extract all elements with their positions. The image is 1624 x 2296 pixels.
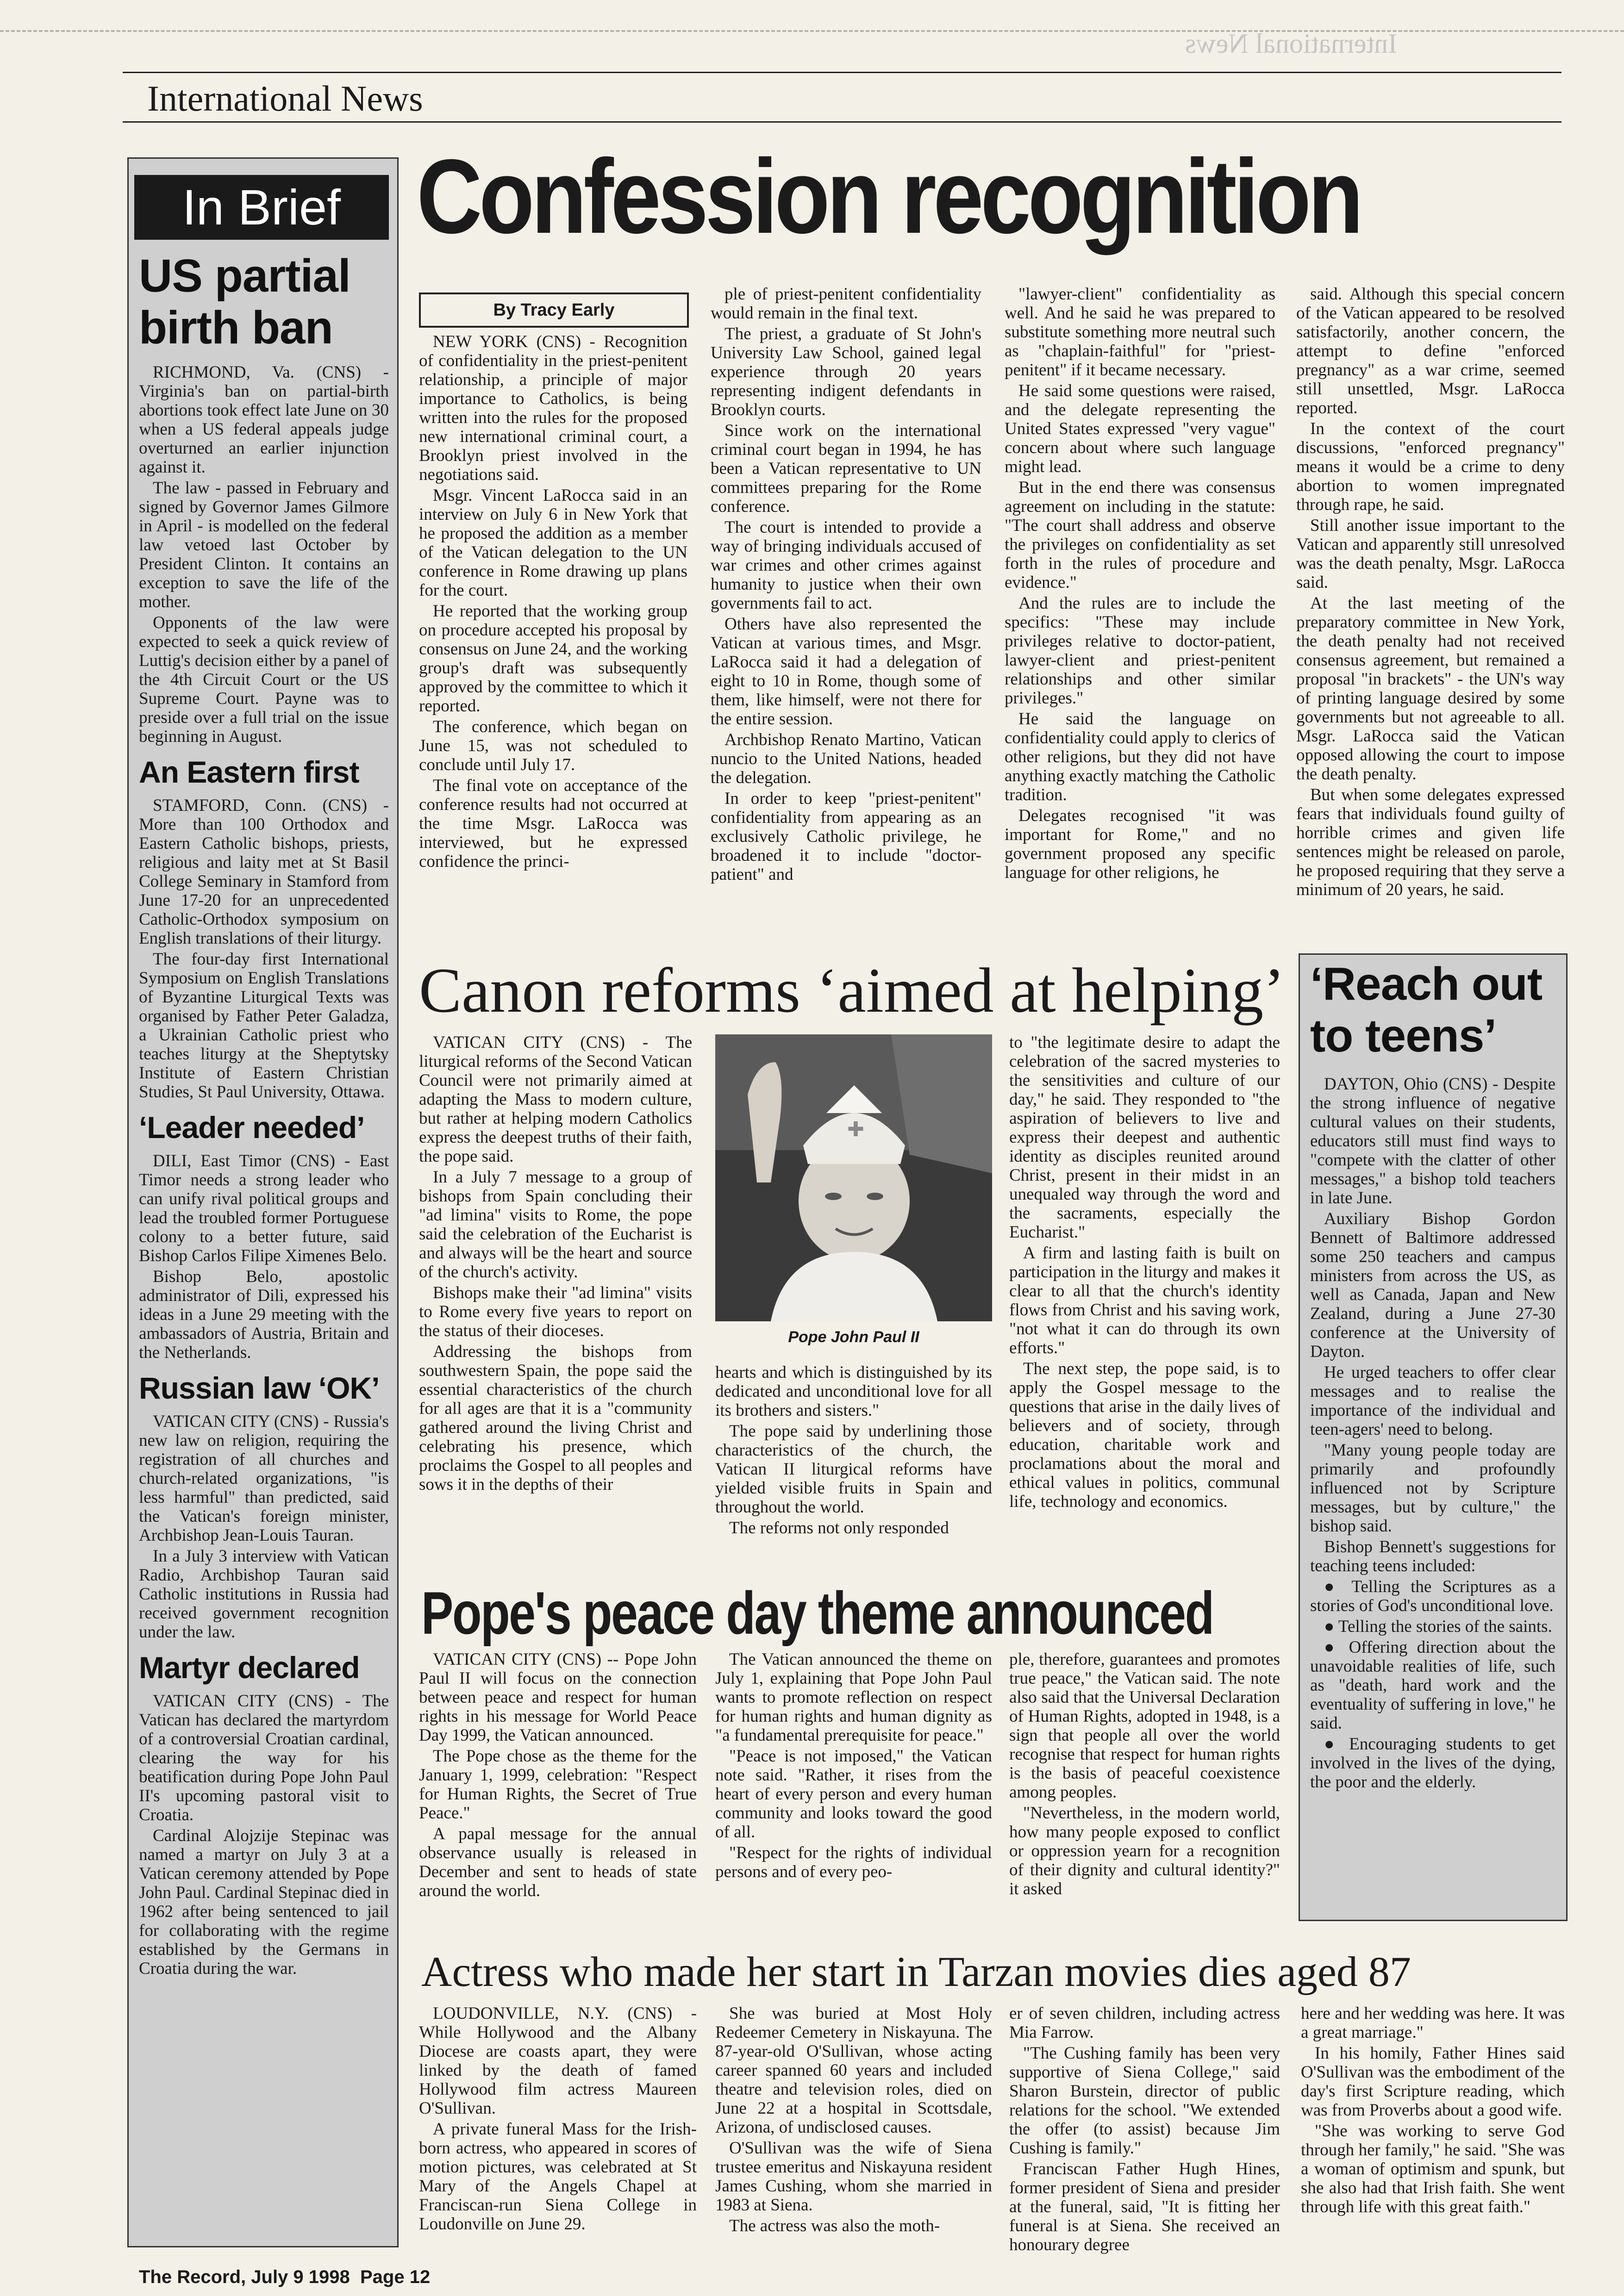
article-paragraph: The actress was also the moth- [729,2216,940,2235]
brief-item [139,1370,389,1642]
article-paragraph: He reported that the working group on procedure accepted his proposal by consensus on June 24, and the working group's draft was subsequently approved by the committee to which it reported. [419,602,687,716]
article-paragraph: ple, therefore, guarantees and promotes true peace," the Vatican said. The note also said that the Universal Declaration of Human Rights, adopted in 1948, is a sign that people all over the world recognise that respect for human rights is the basis of peaceful coexistence among peoples. [1009,1650,1280,1802]
article-paragraph: "The Cushing family has been very supportive of Siena College," said Sharon Burstein, director of public relations for the school. "We extended the offer (to assist) because Jim Cushing is family." [1009,2044,1280,2158]
article-paragraph: In order to keep "priest-penitent" confidentiality from appearing as an exclusively Catholic privilege, he broadened it to include "doctor-patient" and [711,789,981,884]
brief-item [139,1110,389,1362]
canon-col-2 [715,1363,992,1574]
article-paragraph: ple of priest-penitent confidentiality would remain in the final text. [711,285,981,323]
brief-paragraph: Cardinal Alojzije Stepinac was named a martyr on July 3 at a Vatican ceremony attended by Pope John Paul. Cardinal Stepinac died in 1962 after being sentenced to jail for collaborating with the regime established by the Germans in Croatia during the war. [139,1826,389,1978]
actress-col-4 [1301,2004,1565,2254]
bleed-through-header: International News [1185,28,1398,59]
article-paragraph: The Vatican announced the theme on July 1, explaining that Pope John Paul wants to promote reflection on respect for human rights and human dignity as "a fundamental prerequisite for peace." [715,1650,992,1745]
article-paragraph: "Many young people today are primarily and profoundly influenced not by Scripture messages, but by culture," the bishop said. [1310,1441,1555,1536]
brief-paragraph: The law - passed in February and signed by Governor James Gilmore in April - is modelled on the federal law vetoed last October by President Clinton. It contains an exception to save the life of the mother. [139,479,389,611]
brief-paragraph: VATICAN CITY (CNS) - Russia's new law on religion, requiring the registration of all churches and church-related organizations, "is less harmful" than predicted, said the Vatican's foreign minister, Archbishop Jean-Louis Tauran. [139,1412,389,1545]
article-paragraph: Msgr. Vincent LaRocca said in an interview on July 6 in New York that he proposed the addition as a member of the Vatican delegation to the UN conference in Rome drawing up plans for the court. [419,486,687,600]
brief-body [139,1692,389,1978]
bullet-item: ● Encouraging students to get involved in the lives of the dying, the poor and the elderly. [1310,1735,1555,1792]
article-paragraph: Delegates recognised "it was important for Rome," and no government proposed any specific language for other religions, he [1005,806,1275,882]
brief-item [139,754,389,1101]
in-brief-label: In Brief [134,175,389,240]
brief-body [139,363,389,746]
page-footer: The Record, July 9 1998 Page 12 [139,2267,431,2287]
article-paragraph: In a July 7 message to a group of bishops from Spain concluding their "ad limina" visits to Rome, the pope said the celebration of the Eucharist is and always will be the heart and source of the church's activity. [419,1168,692,1282]
article-paragraph: Addressing the bishops from southwestern Spain, the pope said the essential characteristics of the church for all ages are that it is a "community gathered around the living Christ and celebrating his presence, which proclaims the Gospel to all peoples and sows it in the depths of their [419,1342,692,1494]
brief-paragraph: STAMFORD, Conn. (CNS) - More than 100 Orthodox and Eastern Catholic bishops, priests, religious and laity met at St Basil College Seminary in Stamford from June 17-20 for an unprecedented Catholic-Orthodox symposium on English translations of their liturgy. [139,796,389,948]
article-paragraph: The final vote on acceptance of the conference results had not occurred at the time Msgr. LaRocca was interviewed, but he expressed confidence the princi- [419,776,687,871]
confession-col-4 [1296,285,1565,937]
bullet-item: ● Telling the Scriptures as a stories of God's unconditional love. [1310,1577,1555,1615]
article-paragraph: The Pope chose as the theme for the January 1, 1999, celebration: "Respect for Human Rights, the Secret of True Peace." [419,1747,697,1823]
article-paragraph: Since work on the international criminal court began in 1994, he has been a Vatican representative to UN committees preparing for the Rome conference. [711,421,981,516]
article-paragraph: "Respect for the rights of individual persons and of every peo- [715,1843,992,1881]
article-paragraph: Franciscan Father Hugh Hines, former president of Siena and presider at the funeral, said, "It is fitting her funeral is at Siena. She received an honourary degree [1009,2159,1280,2254]
article-paragraph: The court is intended to provide a way of bringing individuals accused of war crimes and other crimes against humanity to justice when their own governments fail to act. [711,518,981,613]
brief-headline: ‘Leader needed’ [139,1110,365,1145]
article-paragraph: She was buried at Most Holy Redeemer Cemetery in Niskayuna. The 87-year-old O'Sullivan, whose acting career spanned 60 years and included theatre and television roles, died on June 22 at a hospital in Scottsdale, Arizona, of undisclosed causes. [715,2004,992,2137]
article-paragraph: He said some questions were raised, and the delegate representing the United States expressed "very vague" concern about where such language might lead. [1005,381,1275,476]
article-paragraph: LOUDONVILLE, N.Y. (CNS) - While Hollywood and the Albany Diocese are coasts apart, they were linked by the death of famed Hollywood film actress Maureen O'Sullivan. [419,2004,697,2118]
article-paragraph: Others have also represented the Vatican at various times, and Msgr. LaRocca said it had a delegation of eight to 10 in Rome, though some of them, like himself, were not there for the entire session. [711,615,981,728]
article-paragraph: In the context of the court discussions, "enforced pregnancy" means it would be a crime to deny abortion to women impregnated through rape, he said. [1296,419,1565,514]
brief-headline: Russian law ‘OK’ [139,1371,380,1405]
brief-column-content [139,250,389,2235]
teens-content [1310,958,1555,1911]
brief-paragraph: VATICAN CITY (CNS) - The Vatican has declared the martyrdom of a controversial Croatian cardinal, clearing the way for his beatification during Pope John Paul II's upcoming pastoral visit to Croatia. [139,1692,389,1824]
brief-headline: US partial birth ban [139,250,350,354]
actress-col-1 [419,2004,697,2254]
brief-body [139,796,389,1101]
brief-paragraph: Opponents of the law were expected to seek a quick review of Luttig's decision either by a panel of the 4th Circuit Court or the US Supreme Court. Payne was to preside over a full trial on the issue beginning in August. [139,613,389,746]
photo-caption: Pope John Paul II [788,1328,919,1346]
article-paragraph: VATICAN CITY (CNS) -- Pope John Paul II will focus on the connection between peace and respect for human rights in his message for World Peace Day 1999, the Vatican announced. [419,1650,697,1745]
section-title: International News [147,78,423,118]
brief-paragraph: In a July 3 interview with Vatican Radio, Archbishop Tauran said Catholic institutions in Russia had received government recognition under the law. [139,1547,389,1642]
canon-headline: Canon reforms ‘aimed at helping’ [419,955,1285,1026]
article-paragraph: VATICAN CITY (CNS) - The liturgical reforms of the Second Vatican Council were not primarily aimed at adapting the Mass to modern culture, but rather at helping modern Catholics express the deepest truths of their faith, the pope said. [419,1033,692,1166]
confession-headline: Confession recognition [417,138,1361,255]
byline: By Tracy Early [493,300,615,320]
byline-box [419,292,689,328]
article-paragraph: But when some delegates expressed fears that individuals found guilty of horrible crimes and given life sentences might be released on parole, he proposed requiring that they serve a minimum of 20 years, he said. [1296,785,1565,899]
article-paragraph: He urged teachers to offer clear messages and to realise the importance of the individual and teen-agers' need to belong. [1310,1363,1555,1439]
peace-col-3 [1009,1650,1280,1941]
article-paragraph: O'Sullivan was the wife of Siena trustee emeritus and Niskayuna resident James Cushing, whom she married in 1983 at Siena. [715,2139,992,2215]
article-paragraph: DAYTON, Ohio (CNS) - Despite the strong influence of negative cultural values on their students, educators still must find ways to "compete with the clatter of other messages," a bishop told teachers in late June. [1310,1075,1555,1207]
article-paragraph: And the rules are to include the specifics: "These may include privileges relative to doctor-patient, lawyer-client and priest-penitent relationships and other similar privileges." [1005,594,1275,708]
article-paragraph: Archbishop Renato Martino, Vatican nuncio to the United Nations, headed the delegation. [711,730,981,787]
bullet-item: ● Telling the stories of the saints. [1324,1617,1552,1636]
article-paragraph: At the last meeting of the preparatory committee in New York, the death penalty had not received consensus agreement, but remained a proposal "in brackets" - the UN's way of printing language desired by some governments but not agreeable to all. Msgr. LaRocca said the Vatican opposed allowing the court to impose the death penalty. [1296,594,1565,784]
brief-paragraph: The four-day first International Symposium on English Translations of Byzantine Liturgical Texts was organised by Father Peter Galadza, a Ukrainian Catholic priest who teaches liturgy at the Sheptytsky Institute of Eastern Christian Studies, St Paul University, Ottawa. [139,950,389,1101]
article-paragraph: But in the end there was consensus agreement on including in the statute: "The court shall address and observe the privileges on confidentiality as set forth in the rules of procedure and evidence." [1005,478,1275,592]
article-paragraph: said. Although this special concern of the Vatican appeared to be resolved satisfactorily, another concern, the attempt to define "enforced pregnancy" as a war crime, seemed still unsettled, Msgr. LaRocca reported. [1296,285,1565,417]
confession-col-3 [1005,285,1275,937]
peace-col-1 [419,1650,697,1941]
actress-col-3 [1009,2004,1280,2254]
article-paragraph: Bishops make their "ad limina" visits to Rome every five years to report on the status of their dioceses. [419,1283,692,1340]
article-paragraph: Auxiliary Bishop Gordon Bennett of Baltimore addressed some 250 teachers and campus ministers from across the US, as well as Canada, Japan and New Zealand, during a June 27-30 conference at the University of Dayton. [1310,1209,1555,1361]
article-paragraph: here and her wedding was here. It was a great marriage." [1301,2004,1565,2042]
header-top-rule [123,72,1562,73]
article-paragraph: The reforms not only responded [729,1518,949,1537]
article-paragraph: Still another issue important to the Vatican and apparently still unresolved was the death penalty, Msgr. LaRocca said. [1296,516,1565,592]
article-paragraph: NEW YORK (CNS) - Recognition of confidentiality in the priest-penitent relationship, a principle of major importance to Catholics, is being written into the rules for the proposed new international criminal court, a Brooklyn priest involved in the negotiations said. [419,332,687,484]
bullet-item: ● Offering direction about the unavoidable realities of life, such as "death, hard work and the eventuality of suffering in love," he said. [1310,1638,1555,1733]
article-paragraph: In his homily, Father Hines said O'Sullivan was the embodiment of the day's first Scripture reading, which was from Proverbs about a good wife. [1301,2044,1565,2120]
confession-col-2 [711,285,981,937]
article-paragraph: "lawyer-client" confidentiality as well. And he said he was prepared to substitute something more neutral such as "chaplain-faithful" for "priest-penitent" if it became necessary. [1005,285,1275,380]
confession-col-1 [419,332,687,939]
article-paragraph: hearts and which is distinguished by its dedicated and unconditional love for all its brothers and sisters." [715,1363,992,1420]
brief-body [139,1412,389,1642]
article-paragraph: Bishop Bennett's suggestions for teaching teens included: [1310,1537,1555,1575]
article-paragraph: A firm and lasting faith is built on participation in the liturgy and makes it clear to all that the church's identity flows from Christ and his saving work, "not what it can do through its own efforts." [1009,1244,1280,1357]
svg-text:✚: ✚ [847,1118,864,1141]
article-paragraph: "Nevertheless, in the modern world, how many people exposed to conflict or oppression yearn for a recognition of their dignity and cultural identity?" it asked [1009,1804,1280,1898]
header-bottom-rule [123,121,1562,123]
brief-item [139,1650,389,1978]
article-paragraph: A papal message for the annual observance usually is released in December and sent to heads of state around the world. [419,1824,697,1900]
article-paragraph: The next step, the pope said, is to apply the Gospel message to the questions that arise in the daily lives of believers and of society, through education, charitable work and proclamations about the moral and ethical values in politics, communal life, technology and economics. [1009,1359,1280,1511]
pope-photo-image [715,1034,992,1321]
article-paragraph: er of seven children, including actress Mia Farrow. [1009,2004,1280,2042]
canon-col-3 [1009,1033,1280,1574]
brief-paragraph: RICHMOND, Va. (CNS) - Virginia's ban on partial-birth abortions took effect late June on 30 when a US federal appeals judge overturned an earlier injunction against it. [139,363,389,477]
article-paragraph: to "the legitimate desire to adapt the celebration of the sacred mysteries to the sensitivities and culture of our day," he said. They responded to "the aspiration of believers to live and express their deepest and authentic identity as disciples reunited around Christ, present in their midst in an unequaled way through the word and the sacraments, especially the Eucharist." [1009,1033,1280,1242]
brief-headline: An Eastern first [139,755,359,789]
brief-paragraph: DILI, East Timor (CNS) - East Timor needs a strong leader who can unify rival political groups and lead the troubled former Portuguese colony to a better future, said Bishop Carlos Filipe Ximenes Belo. [139,1151,389,1265]
brief-paragraph: Bishop Belo, apostolic administrator of Dili, expressed his ideas in a June 29 meeting with the ambassadors of Austria, Britain and the Netherlands. [139,1267,389,1362]
pope-photo [715,1034,992,1321]
article-paragraph: He said the language on confidentiality could apply to clerics of other religions, but they did not have anything exactly matching the Catholic tradition. [1005,709,1275,804]
article-paragraph: "Peace is not imposed," the Vatican note said. "Rather, it rises from the heart of every person and every human community and looks toward the good of all. [715,1747,992,1842]
brief-headline: Martyr declared [139,1650,360,1685]
actress-col-2 [715,2004,992,2254]
peace-headline: Pope's peace day theme announced [421,1579,1213,1647]
article-paragraph: A private funeral Mass for the Irish-born actress, who appeared in scores of motion pictures, was celebrated at St Mary of the Angels Chapel at Franciscan-run Siena College in Loudonville on June 29. [419,2120,697,2234]
article-paragraph: "She was working to serve God through her family," he said. "She was a woman of optimism and spunk, but she also had that Irish faith. She went through life with this great faith." [1301,2122,1565,2216]
teens-body [1310,1075,1555,1792]
brief-body [139,1151,389,1362]
article-paragraph: The priest, a graduate of St John's University Law School, gained legal experience through 20 years representing indigent defendants in Brooklyn courts. [711,324,981,419]
article-paragraph: The conference, which began on June 15, was not scheduled to conclude until July 17. [419,717,687,774]
teens-headline: ‘Reach out to teens’ [1310,958,1543,1062]
article-paragraph: The pope said by underlining those characteristics of the church, the Vatican II liturgical reforms have yielded visible fruits in Spain and throughout the world. [715,1422,992,1517]
brief-item [139,250,389,746]
actress-headline: Actress who made her start in Tarzan movies dies aged 87 [421,1948,1411,1995]
canon-col-1 [419,1033,692,1574]
peace-col-2 [715,1650,992,1941]
